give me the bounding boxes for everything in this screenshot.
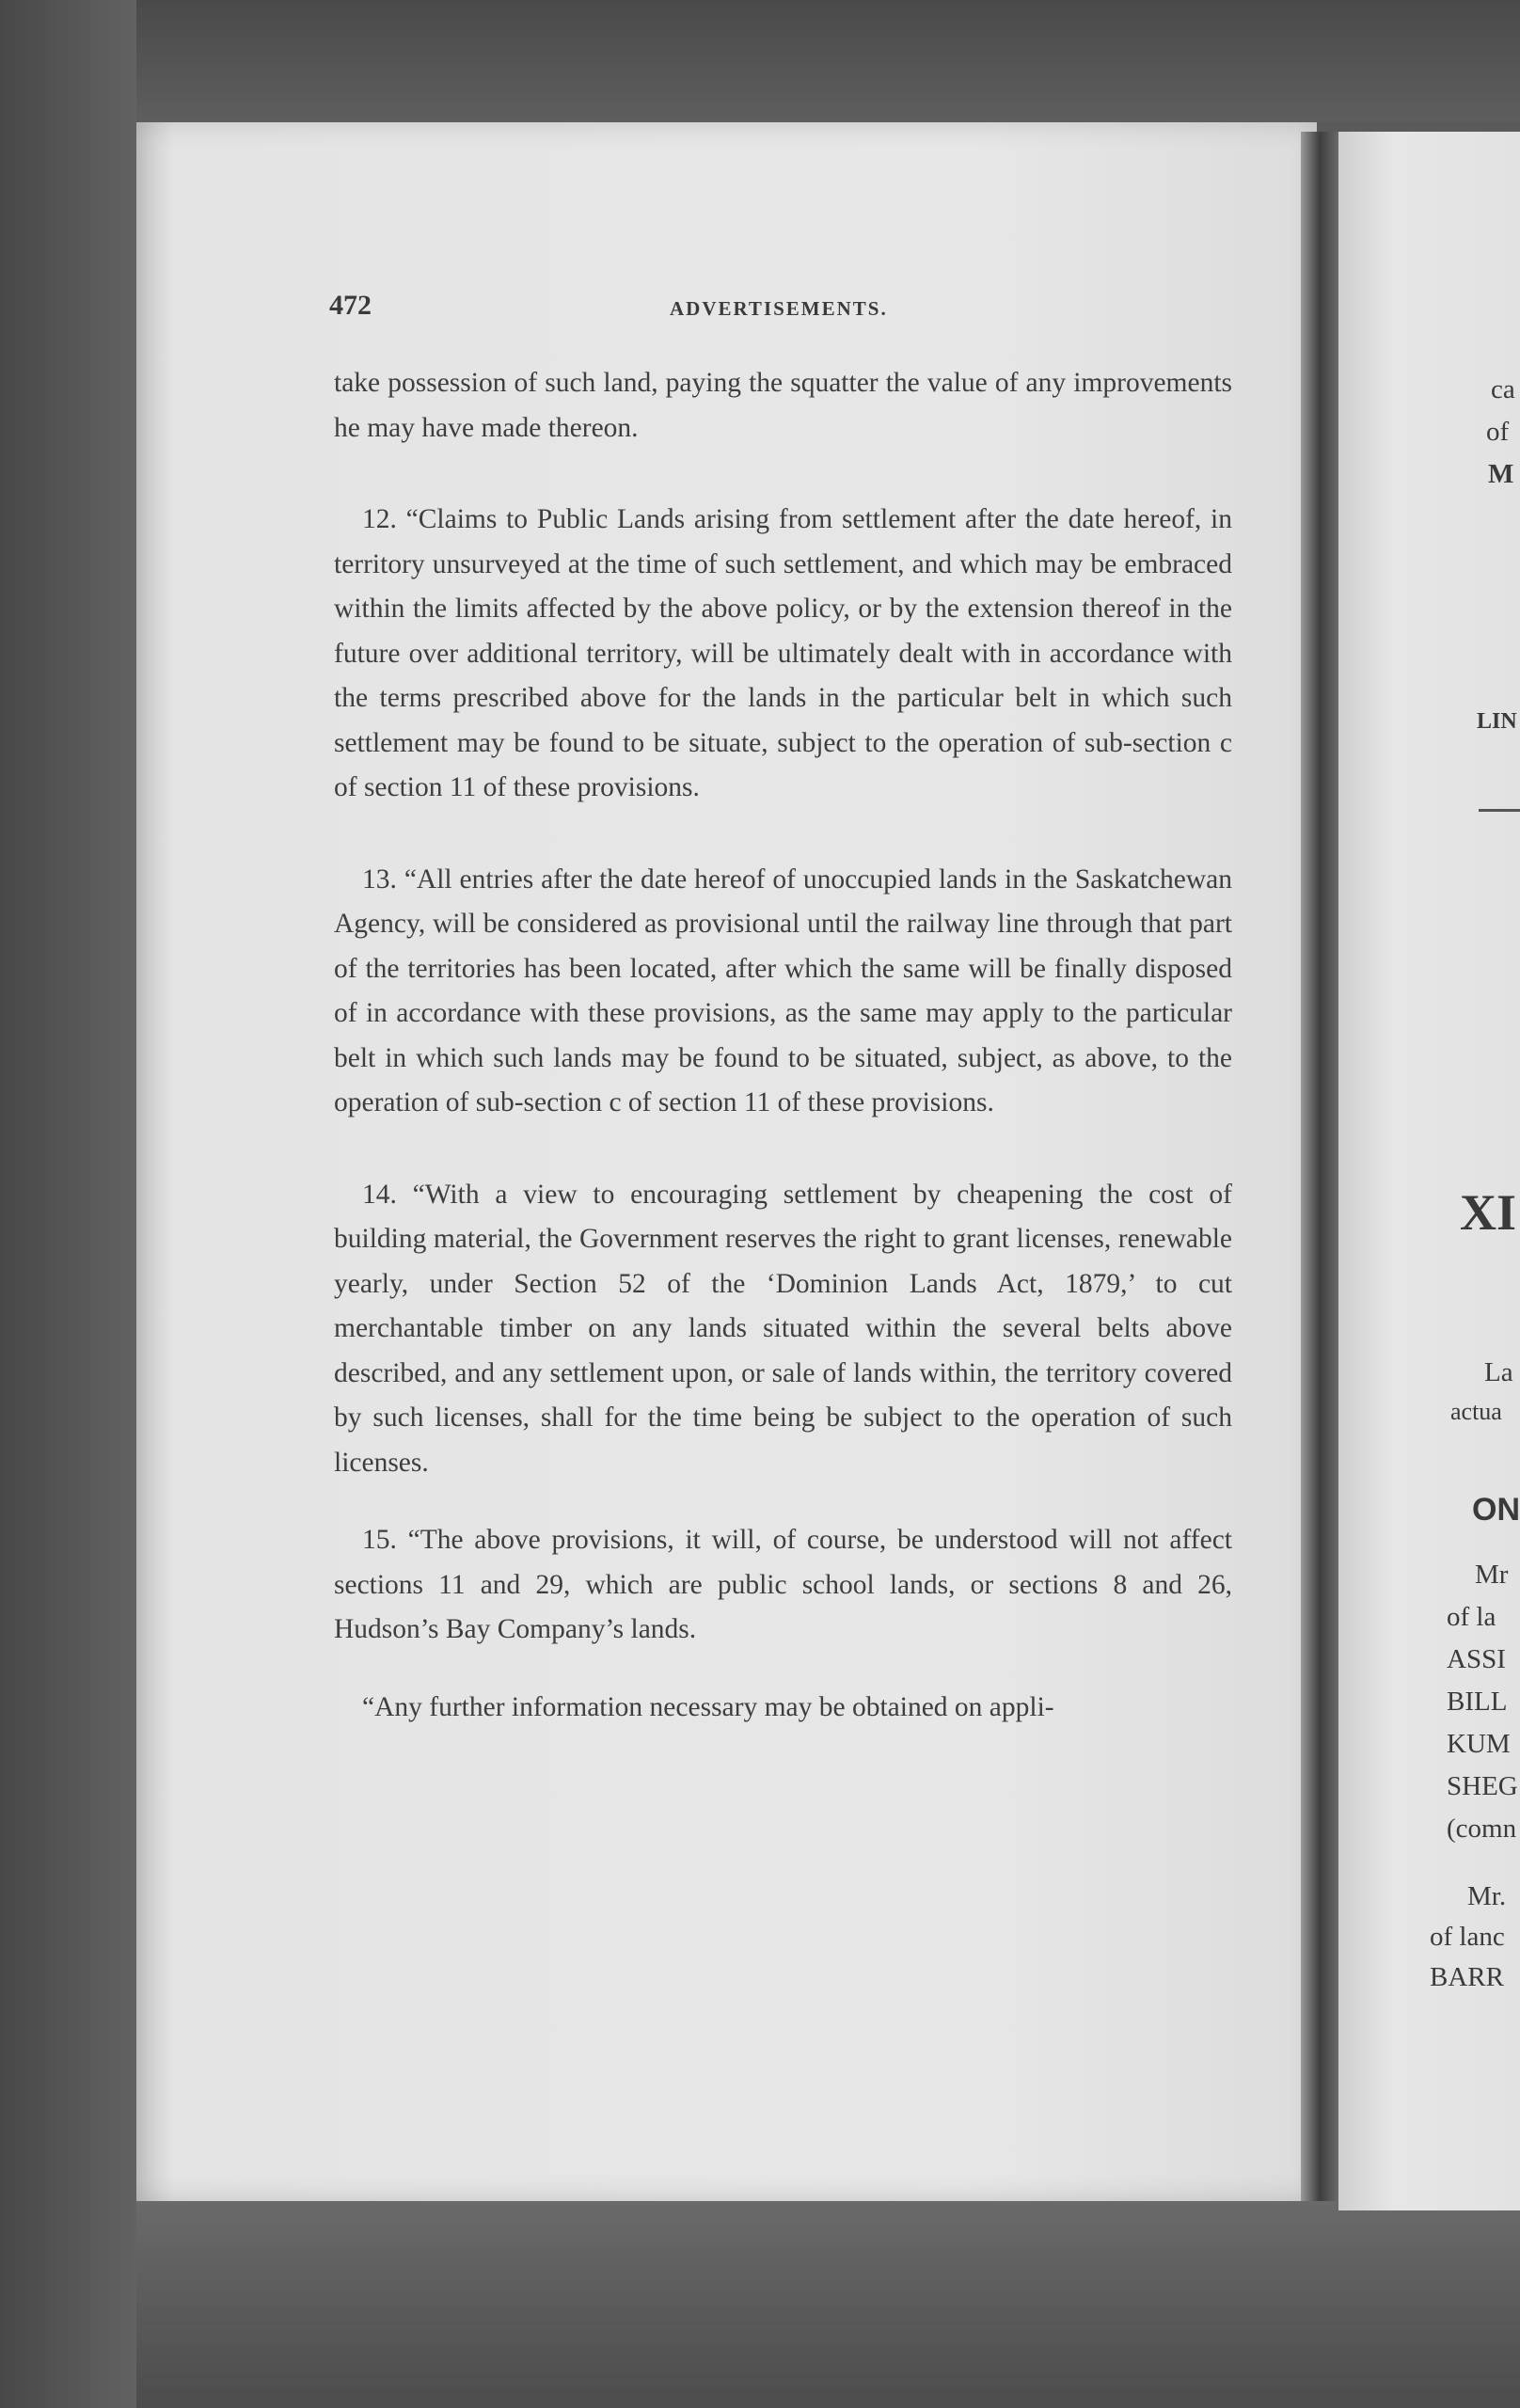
film-border-bottom <box>0 2201 1520 2408</box>
paragraph-12: 12. “Claims to Public Lands arising from settlement after the date hereof, in territory unsurveyed at the time of such settlement, and which may be embraced within the limits affected by the above policy, or by the extension thereof in the future over additional territory, will be ultimately dealt with in accordance with the terms prescribed above for the lands in the particular belt in which such settlement may be found to be situate, subject to the operation of sub-section c of section 11 of these provisions. <box>334 504 1232 802</box>
facing-fragment: BARR <box>1430 1962 1504 1992</box>
facing-fragment: SHEG <box>1447 1771 1518 1801</box>
page-number: 472 <box>329 290 372 321</box>
facing-fragment: Mr <box>1475 1560 1509 1590</box>
facing-fragment: ON <box>1472 1492 1520 1528</box>
facing-fragment: BILL <box>1447 1687 1508 1717</box>
page-gutter <box>1301 132 1338 2201</box>
facing-fragment: (comn <box>1447 1814 1517 1844</box>
body-text <box>334 361 1232 1730</box>
running-head: ADVERTISEMENTS. <box>670 297 888 320</box>
facing-fragment: of lanc <box>1430 1922 1505 1952</box>
facing-fragment: ASSI <box>1447 1644 1506 1674</box>
facing-fragment: LIN <box>1477 709 1517 734</box>
facing-fragment: actua <box>1450 1398 1502 1425</box>
facing-fragment: KUM <box>1447 1729 1511 1759</box>
facing-fragment: of <box>1486 417 1510 447</box>
facing-fragment: La <box>1484 1357 1513 1387</box>
film-border-left <box>0 0 136 2408</box>
facing-fragment: Mr. <box>1467 1881 1507 1911</box>
facing-fragment: of la <box>1447 1602 1496 1632</box>
paragraph-closing: “Any further information necessary may be obtained on appli- <box>362 1691 1054 1722</box>
facing-fragment: M <box>1488 459 1514 489</box>
film-border-top <box>0 0 1520 122</box>
facing-fragment: XI <box>1460 1184 1517 1241</box>
paragraph-15: 15. “The above provisions, it will, of course, be understood will not affect sections 11 and 29, which are public school lands, or sections 8 and 26, Hudson’s Bay Company’s lands. <box>334 1525 1232 1644</box>
paragraph-13: 13. “All entries after the date hereof of unoccupied lands in the Saskatchewan Agency, will be considered as provisional until the railway line through that part of the territories has been located, after which the same will be finally disposed of in accordance with these provisions, as the same may apply to the particular belt in which such lands may be found to be situated, subject, as above, to the operation of sub-section c of section 11 of these provisions. <box>334 863 1232 1117</box>
paragraph-14: 14. “With a view to encouraging settlement by cheapening the cost of building material, the Government reserves the right to grant licenses, renewable yearly, under Section 52 of the ‘Dominion Lands Act, 1879,’ to cut merchantable timber on any lands situated within the several belts above described, and any settlement upon, or sale of lands within, the territory covered by such licenses, shall for the time being be subject to the operation of such licenses. <box>334 1179 1232 1478</box>
facing-fragment: ca <box>1491 374 1515 404</box>
paragraph-continuation: take possession of such land, paying the squatter the value of any improvements he may have made thereon. <box>334 368 1232 443</box>
facing-rule <box>1479 809 1520 812</box>
page-header <box>329 290 1232 327</box>
